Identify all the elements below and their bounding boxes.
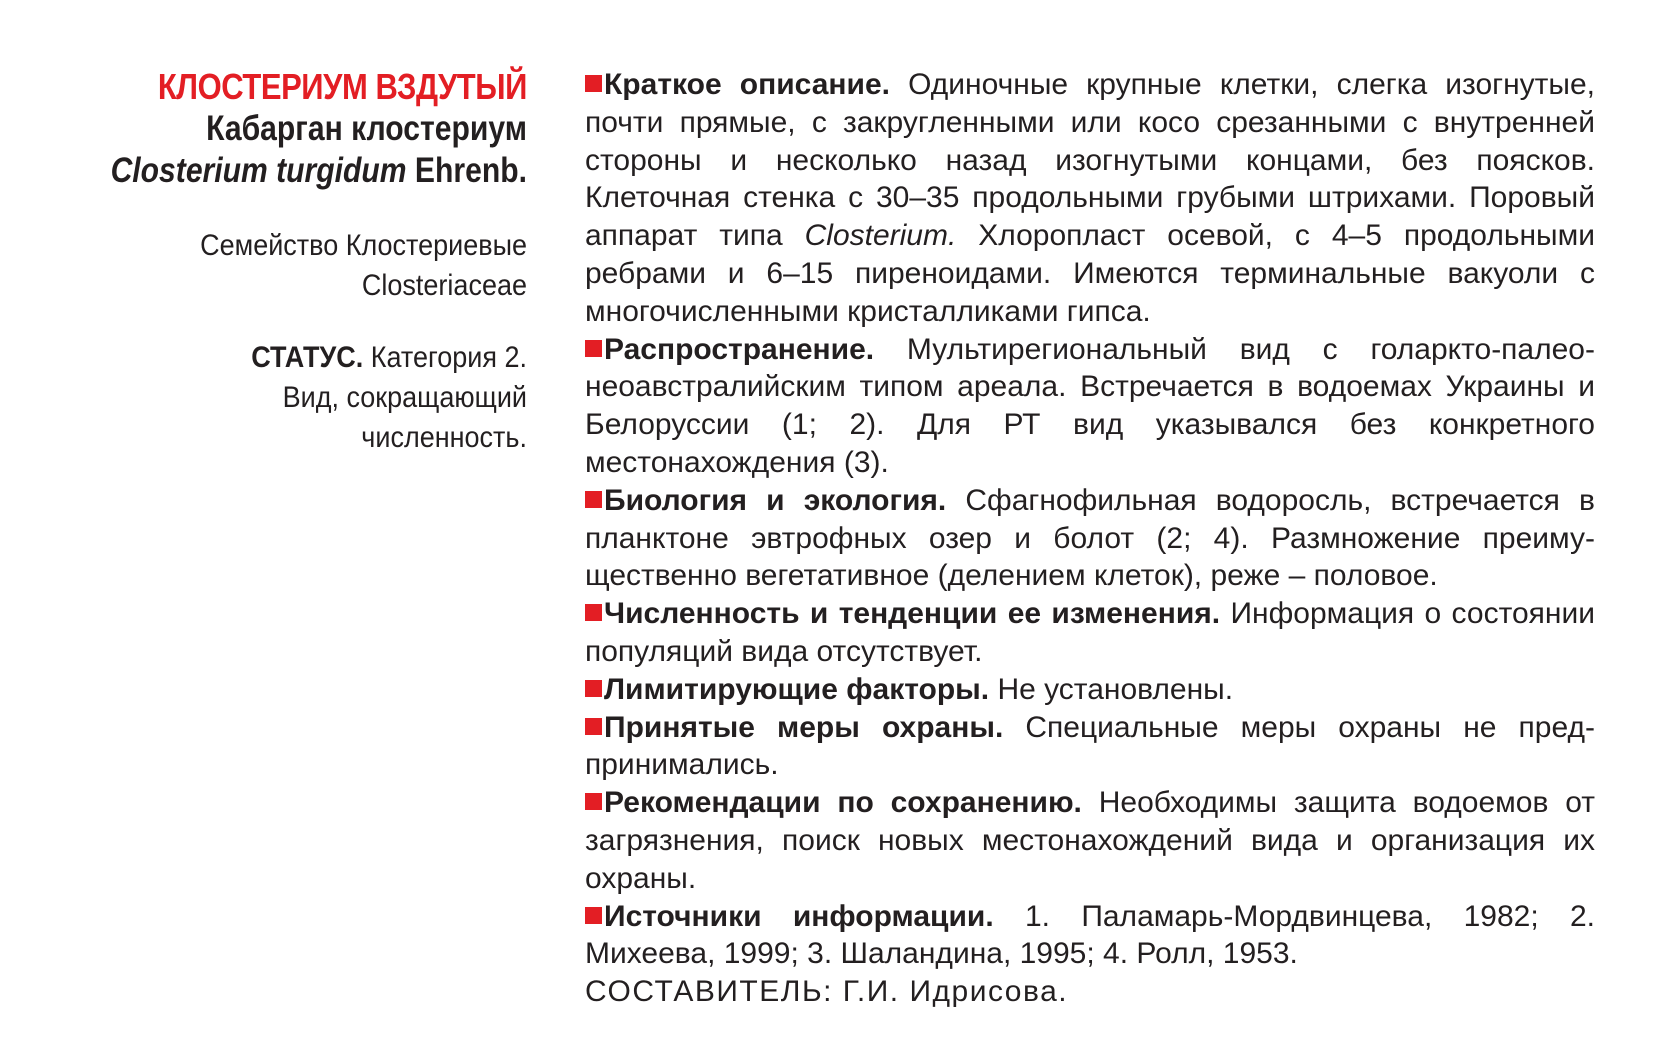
- compiler-line: [585, 973, 1595, 1011]
- section-text: Специальные меры охраны не предпринимались.: [585, 710, 1595, 782]
- section-limiting-factors: [585, 671, 1595, 709]
- section-protection-measures: [585, 709, 1595, 785]
- red-square-marker: [585, 75, 602, 92]
- section-heading: Рекомендации по сохранению.: [604, 786, 1082, 820]
- red-square-marker: [585, 340, 602, 357]
- status-line-1: [89, 338, 527, 378]
- section-text: Мультирегиональный вид с голаркто-палеонеоавстралийским типом ареала. Встречается в водоемах Украины и Белоруссии (1; 2). Для РТ вид указывался без конкретного местонахождения (3).: [585, 332, 1595, 479]
- status-category: Категория 2.: [363, 341, 527, 374]
- section-heading: Биология и экология.: [604, 483, 947, 517]
- section-heading: Лимитирующие факторы.: [604, 672, 990, 706]
- species-title-latin: [108, 150, 527, 192]
- section-distribution: [585, 331, 1595, 482]
- section-text: 1. Паламарь-Мордвинцева, 1982; 2. Михеева, 1999; 3. Шаландина, 1995; 4. Ролл, 1953.: [585, 899, 1595, 971]
- latin-binomial: Closterium turgidum: [110, 151, 407, 190]
- family-block: [89, 226, 527, 306]
- section-biology: [585, 482, 1595, 595]
- red-square-marker: [585, 680, 602, 697]
- section-text: Хлоропласт осевой, с 4–5 продольными ребрами и 6–15 пиреноидами. Имеются терминальные вакуоли с многочисленными кристалликами гипса.: [585, 219, 1595, 328]
- section-text: Одиночные крупные клетки, слегка изогнутые, почти прямые, с закругленными или косо срезанными с внутренней стороны и несколько назад изогнутыми концами, без поясков. Клеточная стенка с 30–35 продольными грубыми штрихами. Поровый аппарат типа: [585, 68, 1595, 253]
- status-label: СТАТУС.: [251, 341, 364, 374]
- section-heading: Распространение.: [604, 332, 875, 366]
- red-square-marker: [585, 491, 602, 508]
- section-sources: [585, 898, 1595, 974]
- section-heading: Принятые меры охраны.: [604, 710, 1004, 744]
- species-title-tatar: Кабарган клостериум: [206, 109, 527, 148]
- status-block: [89, 338, 527, 458]
- red-square-marker: [585, 907, 602, 924]
- compiler-name: Г.И. Идрисова.: [832, 975, 1069, 1009]
- family-russian: Семейство Клостериевые: [200, 229, 527, 262]
- section-abundance: [585, 595, 1595, 671]
- section-description: [585, 66, 1595, 331]
- latin-author: Ehrenb.: [406, 151, 527, 190]
- species-header: [40, 66, 527, 458]
- section-heading: Краткое описание.: [604, 68, 890, 101]
- section-recommendations: [585, 784, 1595, 897]
- status-line-2: Вид, сокращающий: [282, 381, 527, 414]
- section-text: Необходимы защита водоемов от загрязнения, поиск новых местонахождений вида и организация их охраны.: [585, 786, 1595, 895]
- section-text: Не установлены.: [989, 672, 1234, 706]
- species-description-body: [585, 66, 1595, 1011]
- red-square-marker: [585, 793, 602, 810]
- section-heading: Источники информации.: [604, 899, 994, 933]
- red-square-marker: [585, 718, 602, 735]
- family-latin: Closteriaceae: [361, 269, 527, 302]
- compiler-label: СОСТАВИТЕЛЬ:: [585, 975, 833, 1009]
- section-text-italic: Closterium.: [804, 219, 957, 253]
- red-square-marker: [585, 604, 602, 621]
- species-title-russian: КЛОСТЕРИУМ ВЗДУТЫЙ: [157, 66, 527, 107]
- section-text: Сфагнофильная водоросль, встречается в планктоне эвтрофных озер и болот (2; 4). Размножение преимущественно вегетативное (делением клеток), реже – половое.: [585, 483, 1595, 593]
- section-text: Информация о состоянии популяций вида отсутствует.: [585, 597, 1595, 668]
- section-heading: Численность и тенденции ее изменения.: [604, 597, 1221, 631]
- status-line-3: численность.: [361, 421, 527, 454]
